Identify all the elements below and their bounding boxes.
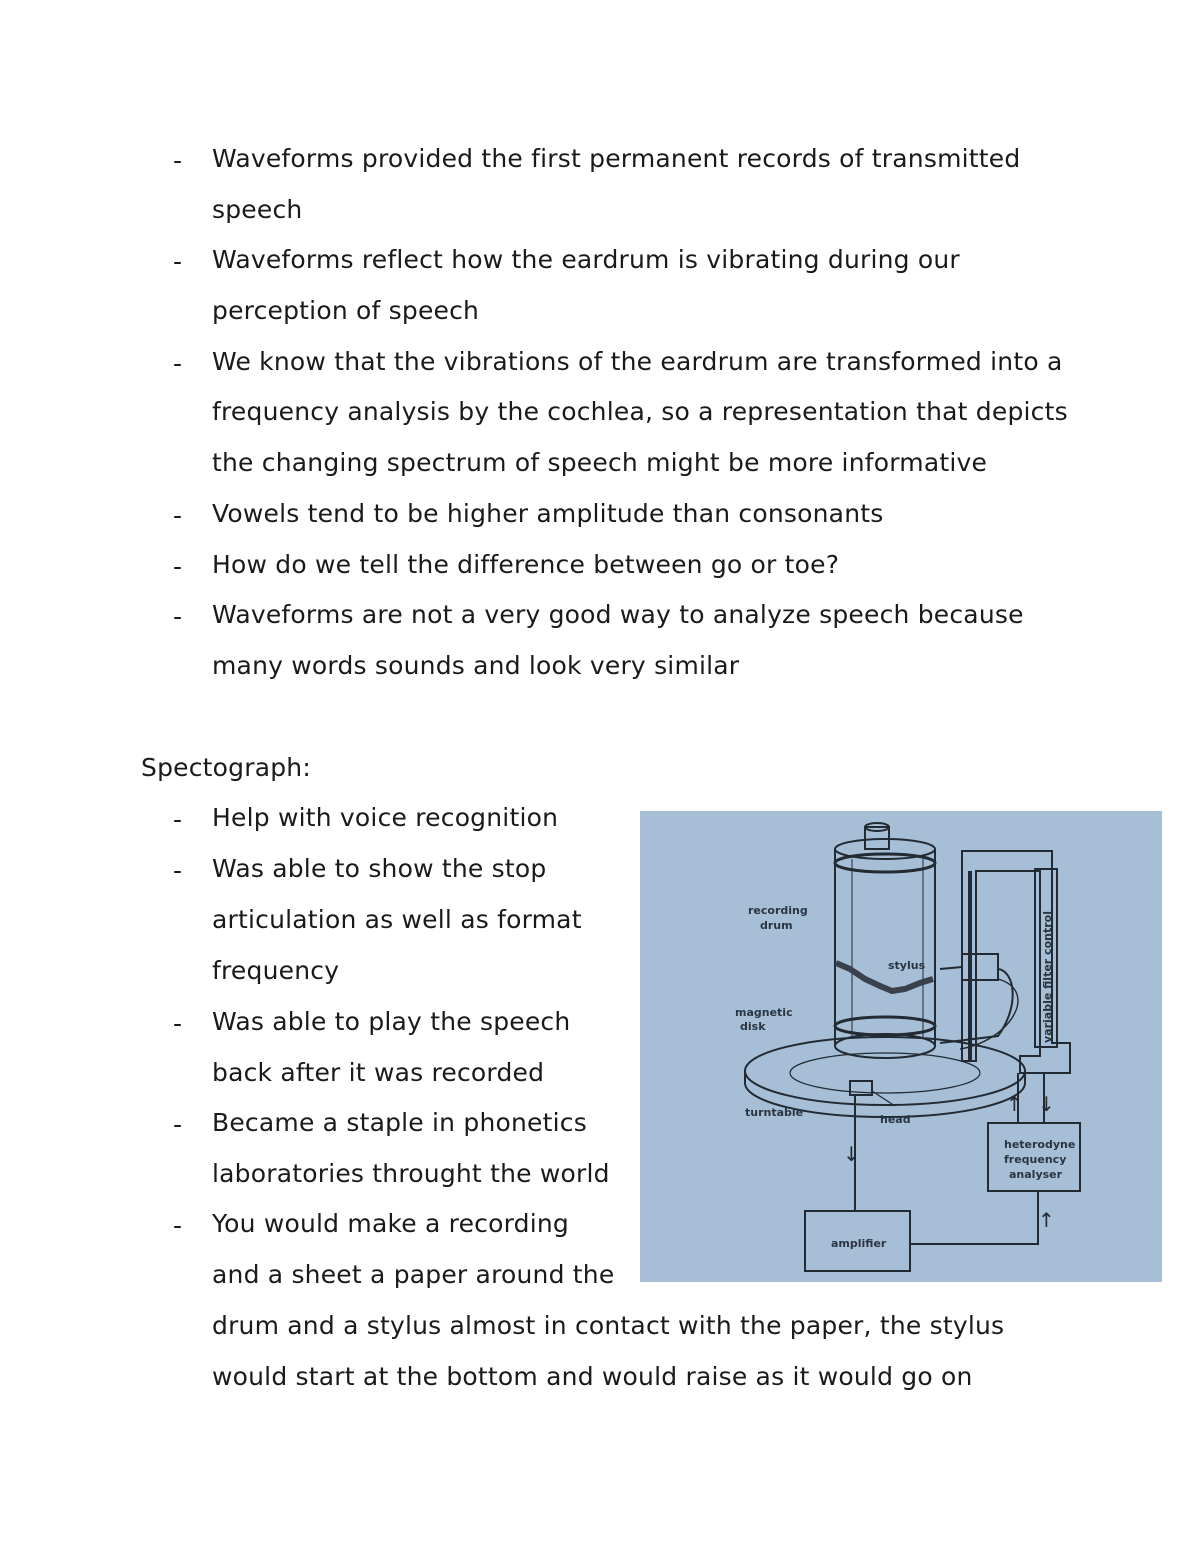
bullet-9-line-2: back after it was recorded [212, 1058, 545, 1087]
bullet-dash: - [173, 805, 183, 834]
bullet-10-line-1: Became a staple in phonetics [212, 1108, 587, 1137]
label-variable-filter-control: variable filter control [1041, 911, 1054, 1043]
bullet-dash: - [173, 552, 183, 581]
bullet-3-line-3: the changing spectrum of speech might be more informative [212, 448, 988, 477]
label-amplifier: amplifier [831, 1237, 887, 1250]
bullet-dash: - [173, 856, 183, 885]
bullet-11-line-2: and a sheet a paper around the [212, 1260, 615, 1289]
label-frequency: frequency [1004, 1153, 1067, 1166]
bullet-2-line-2: perception of speech [212, 296, 480, 325]
bullet-dash: - [173, 349, 183, 378]
bullet-10-line-2: laboratories throught the world [212, 1159, 610, 1188]
arrow-up-icon: ↑ [1038, 1208, 1055, 1232]
label-magnetic-disk-2: disk [740, 1020, 766, 1033]
bullet-1-line-2: speech [212, 195, 303, 224]
arrow-down-icon: ↓ [1038, 1092, 1055, 1116]
label-turntable: turntable [745, 1106, 804, 1119]
turntable-shape [745, 1037, 1025, 1105]
label-recording-drum: recording [748, 904, 808, 917]
bullet-dash: - [173, 146, 183, 175]
bullet-11-line-1: You would make a recording [212, 1209, 569, 1238]
arrow-up-icon: ↑ [1006, 1092, 1023, 1116]
bullet-5-line-1: How do we tell the difference between go or toe? [212, 550, 840, 579]
bullet-3-line-2: frequency analysis by the cochlea, so a representation that depicts [212, 397, 1068, 426]
bullet-dash: - [173, 1110, 183, 1139]
bullet-6-line-1: Waveforms are not a very good way to analyze speech because [212, 600, 1024, 629]
label-recording-drum-2: drum [760, 919, 793, 932]
label-stylus: stylus [888, 959, 926, 972]
bullet-8-line-1: Was able to show the stop [212, 854, 547, 883]
bullet-11-line-4: would start at the bottom and would raise as it would go on [212, 1362, 973, 1391]
bullet-dash: - [173, 501, 183, 530]
bullet-8-line-2: articulation as well as format [212, 905, 582, 934]
stylus-carriage [962, 954, 998, 980]
bullet-2-line-1: Waveforms reflect how the eardrum is vibrating during our [212, 245, 960, 274]
label-heterodyne: heterodyne [1004, 1138, 1076, 1151]
bullet-dash: - [173, 1211, 183, 1240]
bullet-dash: - [173, 247, 183, 276]
label-magnetic-disk: magnetic [735, 1006, 793, 1019]
bullet-9-line-1: Was able to play the speech [212, 1007, 571, 1036]
spectrograph-illustration [640, 811, 1162, 1282]
label-analyser: analyser [1009, 1168, 1063, 1181]
bullet-dash: - [173, 602, 183, 631]
bullet-1-line-1: Waveforms provided the first permanent records of transmitted [212, 144, 1021, 173]
bullet-dash: - [173, 1009, 183, 1038]
bullet-11-line-3: drum and a stylus almost in contact with the paper, the stylus [212, 1311, 1005, 1340]
bullet-4-line-1: Vowels tend to be higher amplitude than consonants [212, 499, 884, 528]
bullet-3-line-1: We know that the vibrations of the eardrum are transformed into a [212, 347, 1063, 376]
arrow-down-icon: ↓ [843, 1142, 860, 1166]
bullet-8-line-3: frequency [212, 956, 340, 985]
bullet-7-line-1: Help with voice recognition [212, 803, 559, 832]
spectrograph-diagram [640, 811, 1162, 1282]
section-heading: Spectograph: [141, 753, 311, 782]
bullet-6-line-2: many words sounds and look very similar [212, 651, 740, 680]
label-head: head [880, 1113, 911, 1126]
